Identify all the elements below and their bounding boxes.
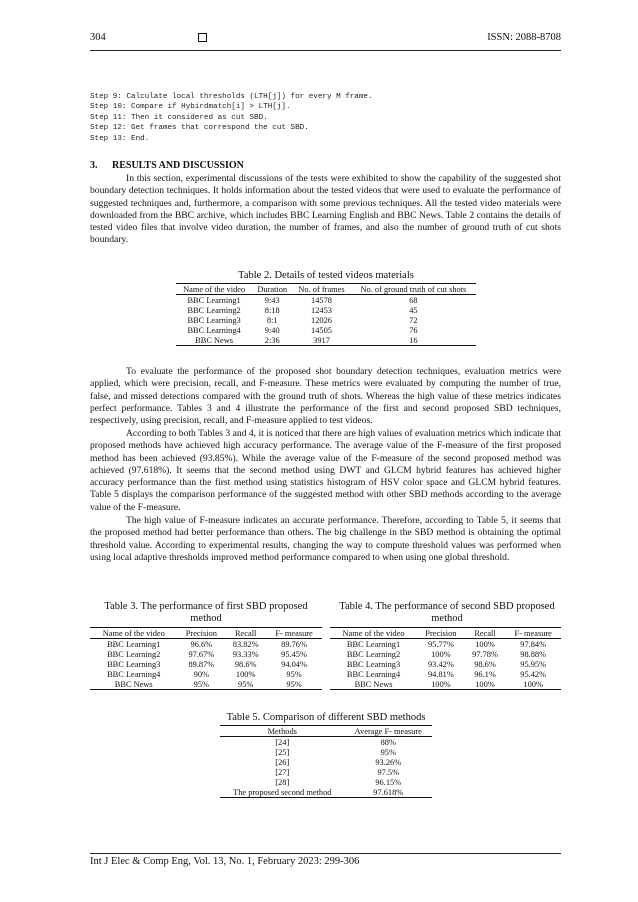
- table-row: [330, 639, 561, 650]
- section-number: 3.: [90, 160, 98, 171]
- table-row: [176, 325, 476, 335]
- column-header: Name of the video: [90, 628, 177, 639]
- table-cell: 100%: [475, 639, 495, 649]
- table-cell: 95%: [266, 679, 322, 690]
- table-row: [330, 659, 561, 669]
- table3-caption: Table 3. The performance of first SBD proposed method: [104, 601, 308, 624]
- table-cell: 2:36: [252, 335, 292, 346]
- page-number: 304: [90, 32, 106, 43]
- table-row: [90, 679, 322, 690]
- table-cell: 89.87%: [188, 659, 215, 669]
- table-header-row: [90, 628, 322, 639]
- table-cell: 95.95%: [520, 659, 547, 669]
- table-cell: BBC Learning1: [107, 639, 161, 649]
- table-row: [220, 737, 432, 748]
- table-cell: 93.42%: [427, 659, 454, 669]
- table5-caption: Table 5. Comparison of different SBD methods: [226, 712, 426, 723]
- table-row: [220, 787, 432, 798]
- table-cell: 3917: [292, 335, 351, 346]
- table-cell: [28]: [275, 777, 290, 787]
- table-header-row: [176, 284, 476, 295]
- table-cell: 97.84%: [520, 639, 547, 649]
- table-cell: 94.04%: [281, 659, 307, 669]
- table-cell: 95%: [286, 669, 302, 679]
- table-cell: 100%: [505, 679, 561, 690]
- column-header: No. of ground truth of cut shots: [351, 284, 476, 295]
- table-row: [90, 659, 322, 669]
- column-header: Average F- measure: [345, 726, 432, 737]
- table-header-row: [220, 726, 432, 737]
- table-cell: 89.76%: [281, 639, 307, 649]
- table-row: [90, 649, 322, 659]
- table-row: [220, 767, 432, 777]
- table-row: [176, 315, 476, 325]
- table-cell: BBC News: [176, 335, 252, 346]
- table-cell: 95.45%: [281, 649, 307, 659]
- code-line: Step 9: Calculate local thresholds (LTH[j]) for every M frame.: [90, 93, 373, 101]
- table-row: [330, 679, 561, 690]
- table-cell: 98.88%: [520, 649, 547, 659]
- table-cell: 12453: [311, 305, 332, 315]
- table4-caption: Table 4. The performance of second SBD proposed method: [339, 601, 555, 624]
- table-cell: 100%: [465, 679, 506, 690]
- table-row: [220, 757, 432, 767]
- paragraph-conclusion: The high value of F-measure indicates an accurate performance. Therefore, according to Table 5, it seems that the proposed method had better performance than others. The big challenge in the SBD method is obtaining the optimal threshold value. According to experimental results, changing the way to compute threshold values was performed when using local adaptive thresholds improved method performance compared to when using one global threshold.: [90, 515, 561, 563]
- table-cell: [26]: [275, 757, 290, 767]
- table-cell: BBC Learning4: [346, 669, 401, 679]
- table-cell: 95%: [380, 747, 396, 757]
- table-cell: BBC Learning3: [107, 659, 161, 669]
- table-cell: BBC Learning3: [346, 659, 401, 669]
- column-header: Name of the video: [330, 628, 417, 639]
- table-cell: BBC Learning2: [346, 649, 401, 659]
- table-cell: 100%: [431, 649, 451, 659]
- table-row: [176, 305, 476, 315]
- table-cell: 16: [351, 335, 476, 346]
- table-row: [220, 747, 432, 757]
- paragraph-metrics: To evaluate the performance of the proposed shot boundary detection techniques, evaluation metrics were applied, which were precision, recall, and F-measure. These metrics were evaluated by computing the number of true, false, and missed detections compared with the ground truth of shots. Whereas the high value of these metrics indicates perfect performance. Tables 3 and 4 illustrate the performance of the first and second proposed SBD techniques, respectively, using precision, recall, and F-measure applied to test videos.: [90, 366, 561, 427]
- table-cell: 96.6%: [190, 639, 213, 649]
- table-cell: 95.42%: [520, 669, 547, 679]
- table3: [90, 627, 322, 690]
- table-cell: [24]: [275, 737, 290, 747]
- column-header: Duration: [252, 284, 292, 295]
- running-header: [90, 32, 561, 48]
- table-cell: 97.67%: [188, 649, 215, 659]
- table-cell: 72: [409, 315, 418, 325]
- code-line: Step 12: Get frames that correspond the cut SBD.: [90, 124, 309, 133]
- table-cell: BBC Learning2: [107, 649, 161, 659]
- table-cell: 95%: [177, 679, 225, 690]
- table5: [220, 725, 432, 798]
- table-cell: 97.618%: [345, 787, 432, 798]
- table-row: [176, 335, 476, 346]
- table-cell: 98.6%: [234, 659, 257, 669]
- table-cell: 45: [409, 305, 418, 315]
- table-cell: 100%: [235, 669, 256, 679]
- table-cell: 93.26%: [375, 757, 402, 767]
- section-title: RESULTS AND DISCUSSION: [112, 160, 244, 171]
- header-rule: [90, 50, 561, 51]
- table-row: [220, 777, 432, 787]
- table-cell: [25]: [275, 747, 290, 757]
- paragraph-comparison: According to both Tables 3 and 4, it is noticed that there are high values of evaluation metrics which indicate that proposed methods have achieved high accuracy performance. The average value of the F-measure of the first proposed method has been achieved (93.85%). While the average value of the F-measure of the second proposed method was achieved (97.618%). It seems that the second method using DWT and GLCM hybrid features has achieved higher accuracy performance than the first method using statistics histogram of HSV color space and GLCM hybrid features. Table 5 displays the comparison performance of the suggested method with other SBD methods according to the average value of the F-measure.: [90, 428, 561, 513]
- table-cell: 93.33%: [232, 649, 259, 659]
- column-header: Recall: [465, 628, 506, 639]
- table-cell: BBC Learning4: [107, 669, 161, 679]
- table-cell: 97.78%: [472, 649, 498, 659]
- table-cell: BBC Learning1: [346, 639, 401, 649]
- table-cell: 98.6%: [474, 659, 496, 669]
- footer-rule: [90, 853, 561, 854]
- code-line: Step 10: Compare if Hybirdmatch[i] > LTH[j].: [90, 103, 291, 112]
- table-cell: The proposed second method: [220, 787, 345, 798]
- table-cell: BBC News: [330, 679, 417, 690]
- table-cell: [27]: [275, 767, 290, 777]
- code-line: Step 11: Then it considered as cut SBD.: [90, 113, 268, 122]
- table-cell: 97.5%: [377, 767, 400, 777]
- running-footer: Int J Elec & Comp Eng, Vol. 13, No. 1, February 2023: 299-306: [90, 856, 360, 867]
- section-heading: [90, 160, 244, 171]
- column-header: No. of frames: [292, 284, 351, 295]
- table-cell: 9:43: [264, 295, 280, 305]
- table-cell: BBC Learning4: [187, 325, 241, 335]
- code-line: Step 13: End.: [90, 134, 150, 143]
- table-cell: 14578: [311, 295, 332, 305]
- algorithm-steps: [90, 92, 373, 144]
- table-cell: BBC News: [90, 679, 177, 690]
- table-cell: 96.15%: [375, 777, 402, 787]
- table-row: [90, 639, 322, 650]
- column-header: Precision: [177, 628, 225, 639]
- column-header: F- measure: [266, 628, 322, 639]
- table-row: [330, 669, 561, 679]
- table4: [330, 627, 561, 690]
- table-cell: 94.81%: [427, 669, 454, 679]
- table-cell: 95.77%: [427, 639, 454, 649]
- table-cell: 88%: [380, 737, 396, 747]
- table-row: [176, 295, 476, 306]
- table-row: [90, 669, 322, 679]
- column-header: F- measure: [505, 628, 561, 639]
- table-cell: 8:1: [266, 315, 278, 325]
- square-box-icon: [198, 33, 207, 42]
- paragraph-intro: In this section, experimental discussions of the tests were exhibited to show the capability of the suggested shot boundary detection techniques. It holds information about the tested videos that were used to evaluate the performance of suggested techniques and, furthermore, a comparison with some previous techniques. All the tested video materials were downloaded from the BBC archive, which includes BBC Learning English and BBC News. Table 2 contains the details of tested video files that involve video duration, the number of frames, and also the number of ground truth of cut shots boundary.: [90, 173, 561, 246]
- table-cell: 90%: [193, 669, 210, 679]
- table2-caption: Table 2. Details of tested videos materials: [238, 270, 414, 281]
- table-cell: BBC Learning3: [187, 315, 241, 325]
- table-cell: 8:18: [264, 305, 280, 315]
- table-cell: 83.82%: [232, 639, 259, 649]
- column-header: Recall: [225, 628, 266, 639]
- column-header: Precision: [417, 628, 465, 639]
- table-cell: 95%: [225, 679, 266, 690]
- table-cell: BBC Learning1: [187, 295, 241, 305]
- table2: [176, 283, 476, 346]
- column-header: Name of the video: [176, 284, 252, 295]
- table-cell: 96.1%: [474, 669, 496, 679]
- table-cell: 12026: [311, 315, 332, 325]
- table-cell: 100%: [417, 679, 465, 690]
- table-row: [330, 649, 561, 659]
- table-header-row: [330, 628, 561, 639]
- column-header: Methods: [220, 726, 345, 737]
- table-cell: BBC Learning2: [187, 305, 241, 315]
- table-cell: 9:40: [264, 325, 280, 335]
- issn-label: ISSN: 2088-8708: [487, 32, 561, 43]
- table-cell: 14505: [311, 325, 332, 335]
- table-cell: 76: [409, 325, 418, 335]
- table-cell: 68: [409, 295, 418, 305]
